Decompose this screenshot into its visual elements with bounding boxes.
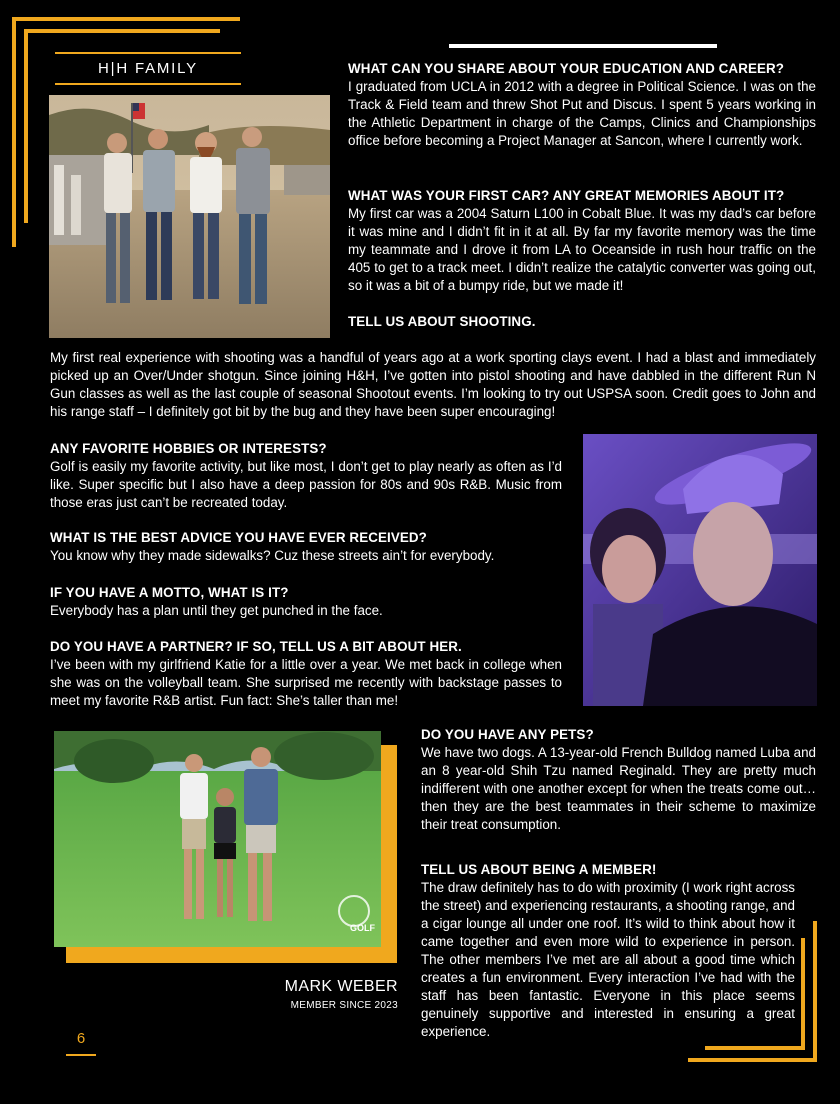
corner-line-bottom-right-inner-h (705, 1046, 805, 1050)
question-advice: WHAT IS THE BEST ADVICE YOU HAVE EVER RECEIVED? (50, 530, 427, 545)
question-education: WHAT CAN YOU SHARE ABOUT YOUR EDUCATION AND CAREER? (348, 61, 785, 76)
photo-shooting-range-group (49, 95, 330, 338)
golf-photo-accent-bar-bottom (66, 947, 397, 963)
question-hobbies: ANY FAVORITE HOBBIES OR INTERESTS? (50, 441, 327, 456)
corner-line-top-left-outer-h (12, 17, 240, 21)
member-since: MEMBER SINCE 2023 (290, 1000, 398, 1011)
question-first-car: WHAT WAS YOUR FIRST CAR? ANY GREAT MEMORIES ABOUT IT? (348, 188, 785, 203)
corner-line-bottom-right-outer-h (688, 1058, 817, 1062)
photo-golf-group (54, 731, 381, 947)
golf-course-illustration (54, 731, 381, 947)
answer-hobbies: Golf is easily my favorite activity, but like most, I don’t get to play nearly as often as I’d like. Super specific but I also have a deep passion for 80s and 90s R&B. Music from those eras just can’t be recreated today. (50, 459, 562, 510)
shooting-range-illustration (49, 95, 330, 338)
answer-first-car: My first car was a 2004 Saturn L100 in Cobalt Blue. It was my dad’s car before it was mine and I didn’t fit in it at all. By far my favorite memory was the time my teammate and I drove it from LA to Oceanside in rush hour traffic on the 405 to get to a track meet. I didn’t realize the catalytic converter was going out, so it was a bit of a bumpy ride, but we made it! (348, 206, 816, 293)
answer-advice: You know why they made sidewalks? Cuz these streets ain’t for everybody. (50, 548, 495, 563)
corner-line-top-left-outer-v (12, 17, 16, 247)
question-partner: DO YOU HAVE A PARTNER? IF SO, TELL US A BIT ABOUT HER. (50, 639, 462, 654)
question-member: TELL US ABOUT BEING A MEMBER! (421, 862, 657, 877)
section-label-bottom-rule (55, 83, 241, 85)
answer-shooting: My first real experience with shooting was a handful of years ago at a work sporting clays event. I had a blast and immediately picked up an Over/Under shotgun. Since joining H&H, I’ve gotten into pistol shooting and have dabbled in the different Run N Gun classes as well as the last couple of seasonal Shootout events. I’m looking to try out USPSA soon. Credit goes to John and his range staff – I definitely got bit by the bug and they have been super encouraging! (50, 350, 816, 419)
answer-motto: Everybody has a plan until they get punched in the face. (50, 603, 383, 618)
corner-line-bottom-right-outer-v (813, 921, 817, 1062)
question-motto: IF YOU HAVE A MOTTO, WHAT IS IT? (50, 585, 289, 600)
section-label-top-rule (55, 52, 241, 54)
corner-line-top-left-inner-v (24, 29, 28, 223)
golf-logo-text: GOLF (350, 923, 375, 933)
answer-education: I graduated from UCLA in 2012 with a degree in Political Science. I was on the Track & Field team and threw Shot Put and Discus. I spent 5 years working in the Athletic Department in charge of the Camps, Clinics and Championships office before becoming a Project Manager at Sancon, where I currently work. (348, 79, 816, 148)
corner-line-top-left-inner-h (24, 29, 220, 33)
answer-partner: I’ve been with my girlfriend Katie for a little over a year. We met back in college when she was on the volleyball team. She surprised me recently with backstage passes to meet my favorite R&B artist. Fun fact: She’s taller than me! (50, 657, 562, 708)
photo-couple-selfie (583, 434, 817, 706)
question-pets: DO YOU HAVE ANY PETS? (421, 727, 594, 742)
member-name: MARK WEBER (284, 978, 398, 995)
corner-line-bottom-right-inner-v (801, 938, 805, 1048)
selfie-illustration (583, 434, 817, 706)
section-label: H|H FAMILY (98, 60, 198, 77)
answer-pets: We have two dogs. A 13-year-old French Bulldog named Luba and an 8 year-old Shih Tzu named Reginald. They are pretty much indifferent with one another except for when the treats come out…then they are the best teammates in their scheme to maximize their treat consumption. (421, 745, 816, 832)
page-number: 6 (76, 1030, 86, 1047)
golf-photo-accent-bar-right (381, 745, 397, 963)
question-shooting: TELL US ABOUT SHOOTING. (348, 314, 536, 329)
page-number-underline (66, 1054, 96, 1056)
top-rule (449, 44, 717, 48)
answer-member: The draw definitely has to do with proximity (I work right across the street) and experiencing restaurants, a shooting range, and a cigar lounge all under one roof. It’s wild to think about how it came together and even more wild to experience in person. The other members I’ve met are all about a good time which creates a fun environment. Every interaction I’ve had with the staff has been fantastic. Everyone in this place seems genuinely supportive and interested in ensuring a great experience. (421, 880, 795, 1039)
